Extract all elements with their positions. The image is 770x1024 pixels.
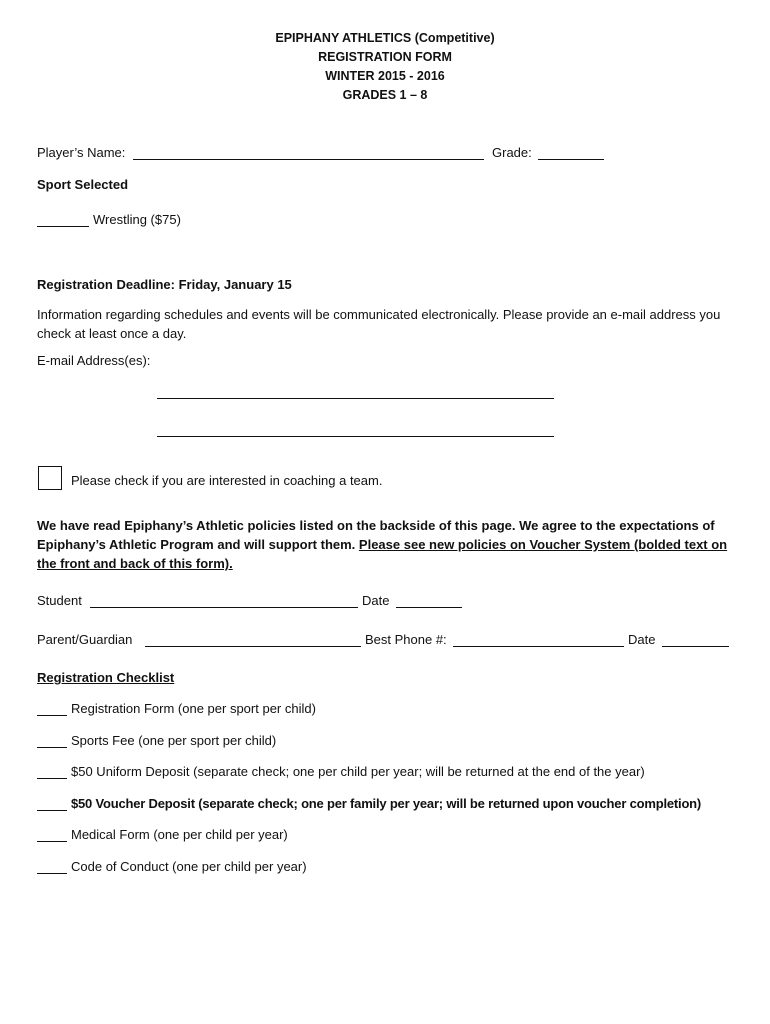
grade-label: Grade: (492, 145, 532, 160)
form-title-line2: REGISTRATION FORM (318, 50, 452, 64)
checklist-item-uniform-deposit: $50 Uniform Deposit (separate check; one per child per year; will be returned at the end of the year) (71, 764, 645, 779)
checklist-blank[interactable] (37, 715, 67, 716)
grade-field[interactable] (538, 159, 604, 160)
wrestling-option-label: Wrestling ($75) (93, 212, 181, 227)
student-date-label: Date (362, 593, 390, 608)
checklist-blank[interactable] (37, 873, 67, 874)
coaching-checkbox[interactable] (38, 466, 62, 490)
player-name-label: Player’s Name: (37, 145, 126, 160)
email-field-1[interactable] (157, 398, 554, 399)
sport-selected-heading: Sport Selected (37, 177, 129, 192)
form-title-line1: EPIPHANY ATHLETICS (Competitive) (275, 31, 495, 45)
checklist-blank[interactable] (37, 810, 67, 811)
parent-date-field[interactable] (662, 646, 729, 647)
checklist-item-registration-form: Registration Form (one per sport per child) (71, 701, 316, 716)
checklist-item-medical-form: Medical Form (one per child per year) (71, 827, 288, 842)
voucher-policy-note: Please see new policies on Voucher System (bolded text on the front and back of this form). (37, 537, 728, 571)
info-paragraph: Information regarding schedules and events will be communicated electronically. Please provide an e-mail address you check at least once a day. (37, 307, 721, 341)
checklist-item-sports-fee: Sports Fee (one per sport per child) (71, 733, 277, 748)
student-date-field[interactable] (396, 607, 462, 608)
checklist-blank[interactable] (37, 841, 67, 842)
player-name-field[interactable] (133, 159, 484, 160)
student-label: Student (37, 593, 82, 608)
agreement-text: We have read Epiphany’s Athletic policies listed on the backside of this page. We agree to the expectations of Epiphany’s Athletic Program and will support them. (37, 518, 715, 552)
checklist-blank[interactable] (37, 778, 67, 779)
checklist-item-code-of-conduct: Code of Conduct (one per child per year) (71, 859, 307, 874)
parent-label: Parent/Guardian (37, 632, 133, 647)
coaching-label: Please check if you are interested in coaching a team. (71, 473, 383, 488)
wrestling-blank[interactable] (37, 226, 89, 227)
agreement-paragraph (37, 516, 732, 573)
parent-date-label: Date (628, 632, 656, 647)
checklist-heading: Registration Checklist (37, 670, 175, 685)
email-label: E-mail Address(es): (37, 353, 151, 368)
registration-deadline: Registration Deadline: Friday, January 15 (37, 277, 292, 292)
form-title-line4: GRADES 1 – 8 (342, 88, 428, 102)
phone-field[interactable] (453, 646, 624, 647)
checklist-item-voucher-deposit: $50 Voucher Deposit (separate check; one per family per year; will be returned upon voucher completion) (71, 796, 702, 811)
checklist-blank[interactable] (37, 747, 67, 748)
phone-label: Best Phone #: (365, 632, 447, 647)
form-title-line3: WINTER 2015 - 2016 (325, 69, 445, 83)
student-signature-field[interactable] (90, 607, 358, 608)
email-field-2[interactable] (157, 436, 554, 437)
parent-signature-field[interactable] (145, 646, 361, 647)
